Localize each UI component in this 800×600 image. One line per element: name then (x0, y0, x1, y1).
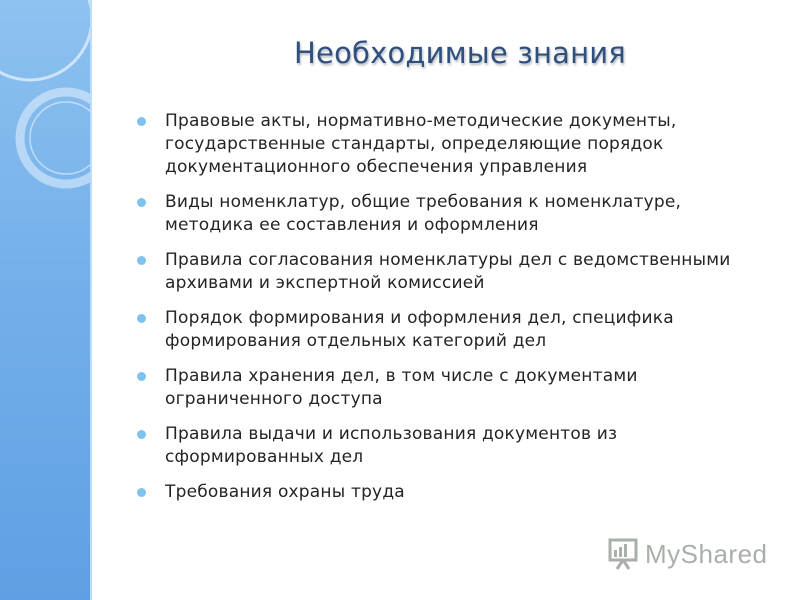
list-item (133, 365, 773, 411)
list-item-text: Порядок формирования и оформления дел, специфика формирования отдельных категорий дел (165, 308, 674, 351)
decorative-circles (0, 0, 90, 600)
list-item (133, 423, 773, 469)
list-item-text: Требования охраны труда (165, 482, 405, 502)
slide-title: Необходимые знания (294, 36, 626, 70)
list-item (133, 249, 773, 295)
list-item-text: Правила выдачи и использования документов из сформированных дел (165, 424, 618, 467)
list-item-text: Правила согласования номенклатуры дел с ведомственными архивами и экспертной комиссией (165, 250, 731, 293)
bullet-icon (137, 430, 146, 439)
bullet-list (133, 110, 773, 516)
bullet-icon (137, 314, 146, 323)
bullet-icon (137, 372, 146, 381)
list-item-text: Правила хранения дел, в том числе с документами ограниченного доступа (165, 366, 638, 409)
watermark-logo (607, 534, 767, 574)
list-item-text: Виды номенклатур, общие требования к номенклатуре, методика ее составления и оформления (165, 192, 682, 235)
list-item (133, 481, 773, 504)
watermark-text: MyShared (645, 539, 768, 569)
bullet-icon (137, 256, 146, 265)
list-item (133, 110, 773, 179)
bullet-icon (137, 117, 146, 126)
bullet-icon (137, 488, 146, 497)
list-item (133, 307, 773, 353)
left-decorative-bar (0, 0, 92, 600)
bullet-icon (137, 198, 146, 207)
list-item (133, 191, 773, 237)
presentation-board-icon (607, 536, 641, 570)
list-item-text: Правовые акты, нормативно-методические документы, государственные стандарты, определяющие порядок документационного обеспечения управления (165, 111, 677, 177)
